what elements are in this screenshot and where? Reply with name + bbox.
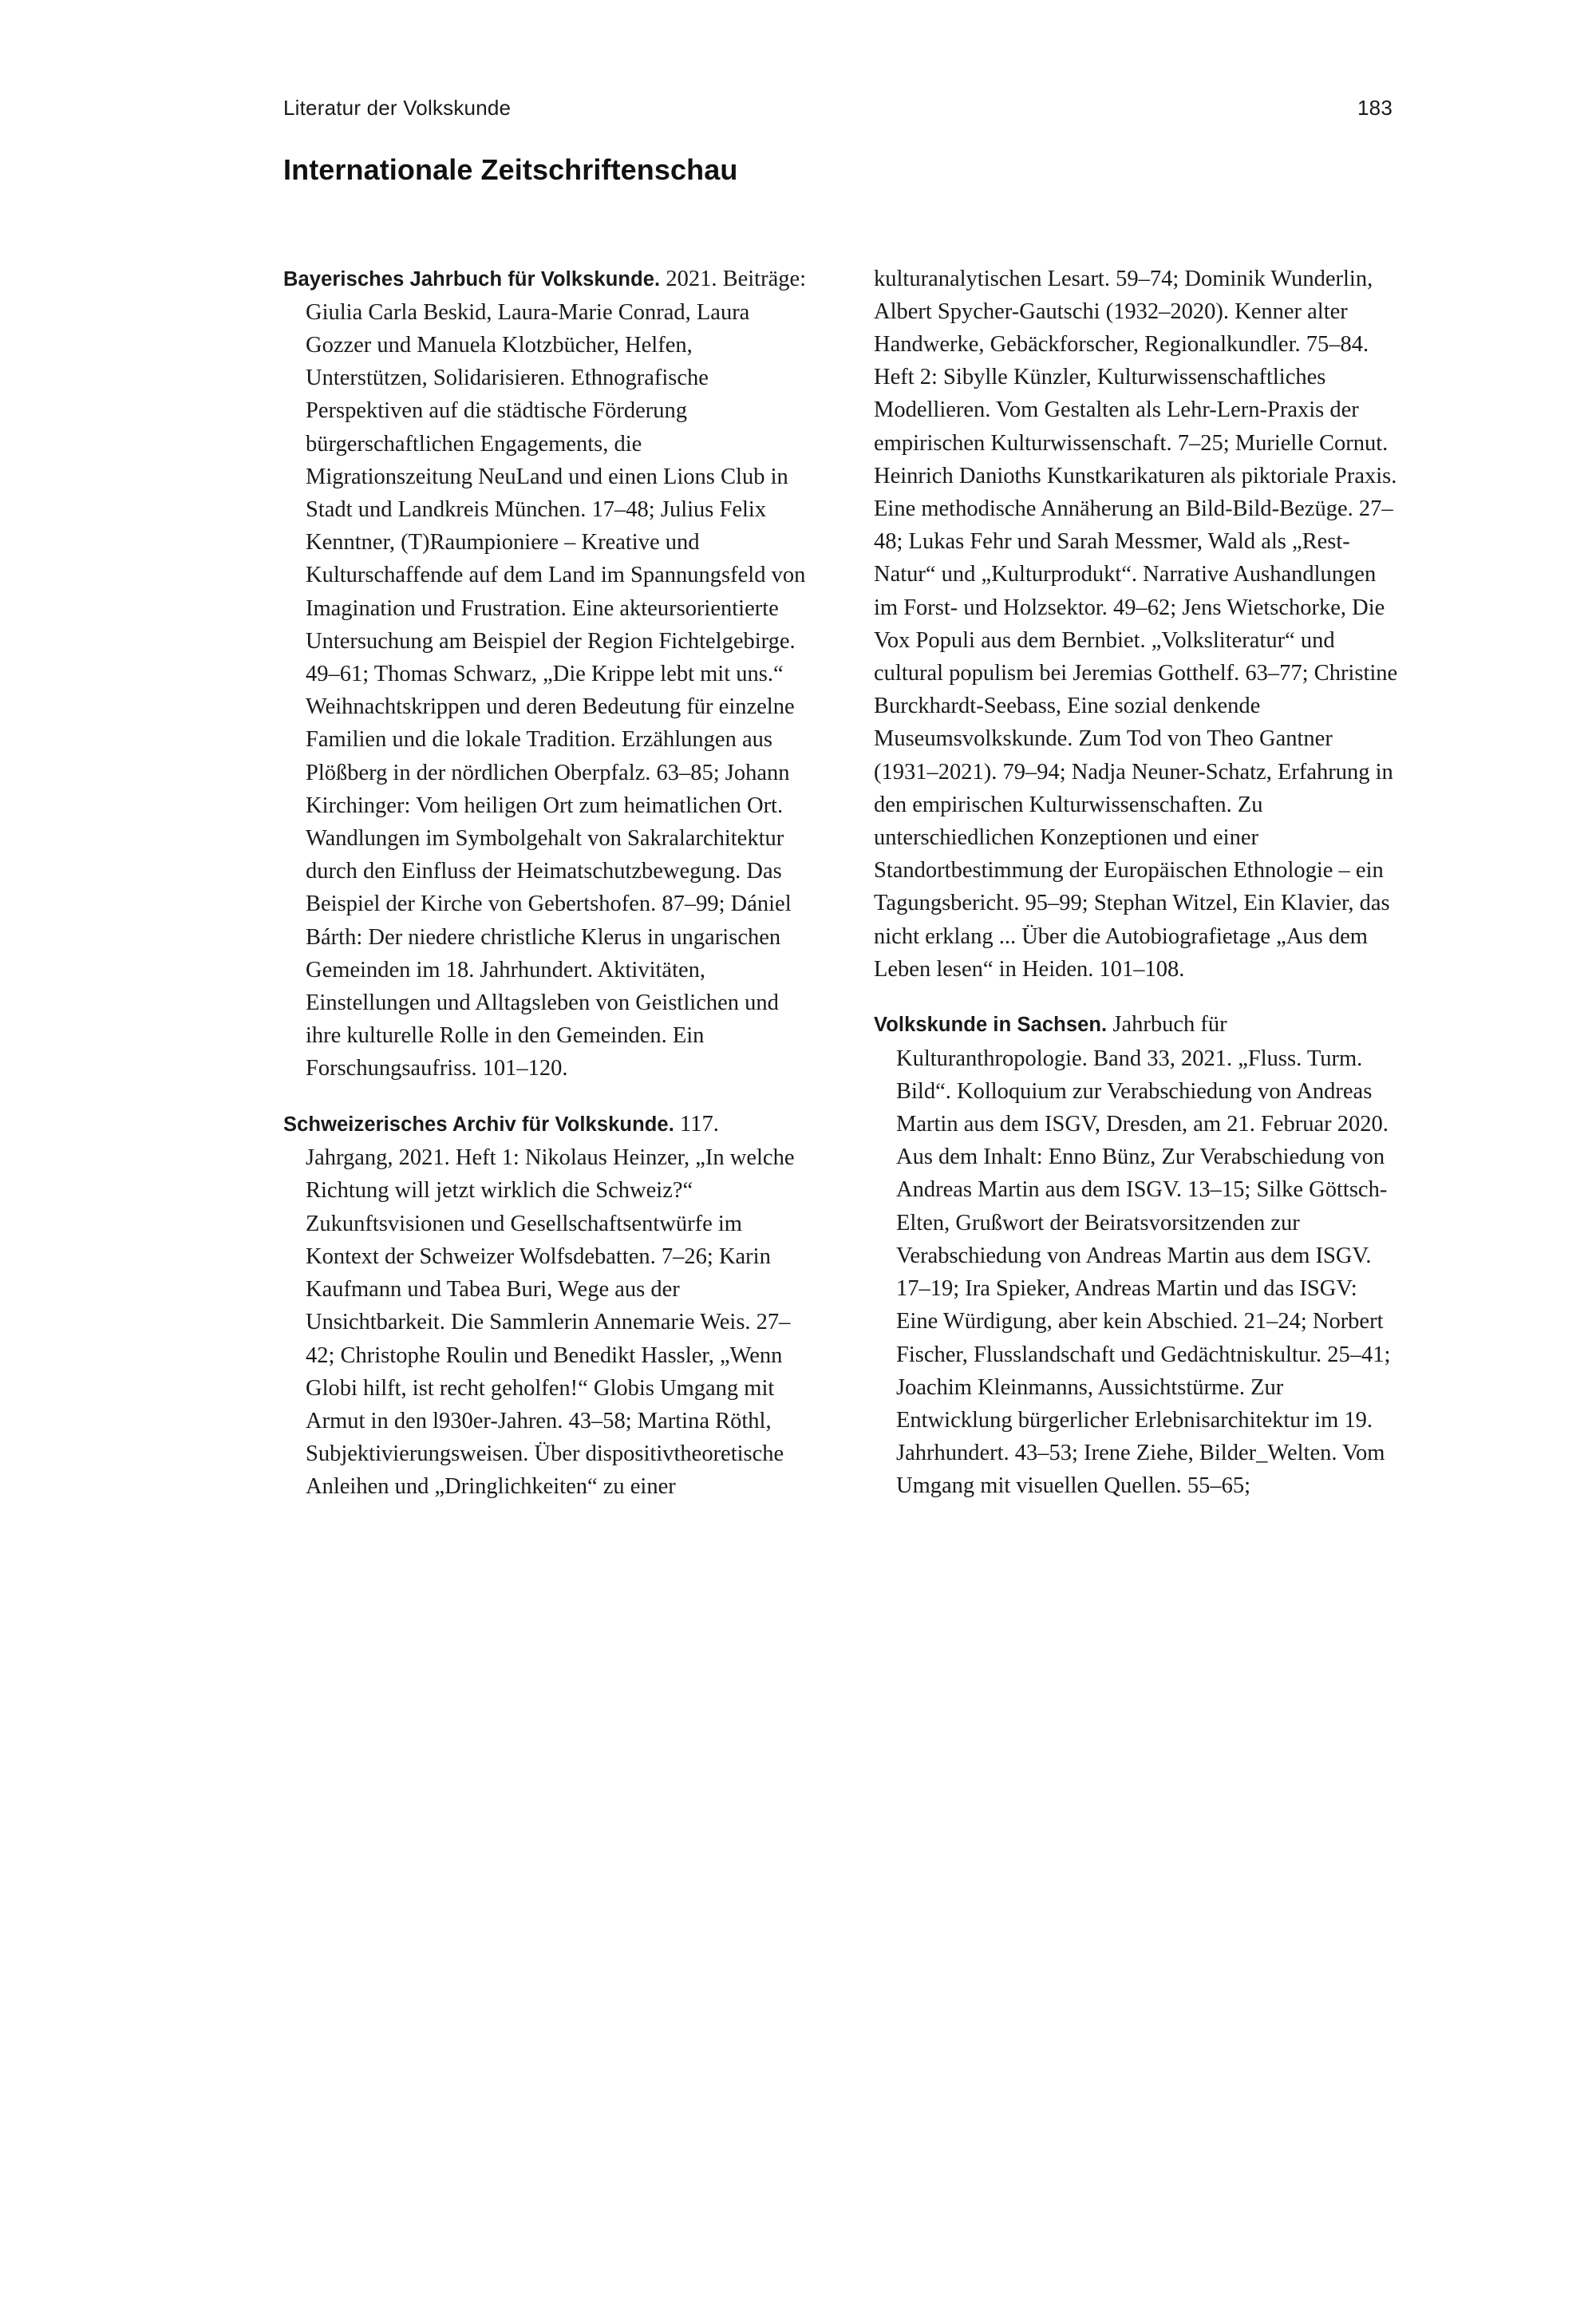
- journal-entry: [874, 1008, 1400, 1502]
- two-column-body: [283, 239, 1400, 1526]
- journal-entry: [283, 263, 810, 1085]
- entry-paragraph: [283, 263, 810, 1085]
- page-title: Internationale Zeitschriftenschau: [283, 153, 738, 186]
- continued-paragraph: kulturanalytischen Lesart. 59–74; Dominik Wunderlin, Albert Spycher-Gautschi (1932–2020). Kenner alter Handwerke, Gebäckforscher, Regionalkundler. 75–84. Heft 2: Sibylle Künzler, Kulturwissenschaftliches Modellieren. Vom Gestalten als Lehr-Lern-Praxis der empirischen Kulturwissenschaft. 7–25; Murielle Cornut. Heinrich Danioths Kunstkarikaturen als piktoriale Praxis. Eine methodische Annäherung an Bild-Bild-Bezüge. 27–48; Lukas Fehr und Sarah Messmer, Wald als „Rest-Natur“ und „Kulturprodukt“. Narrative Aushandlungen im Forst- und Holzsektor. 49–62; Jens Wietschorke, Die Vox Populi aus dem Bernbiet. „Volksliteratur“ und cultural populism bei Jeremias Gotthelf. 63–77; Christine Burckhardt-Seebass, Eine sozial denkende Museumsvolkskunde. Zum Tod von Theo Gantner (1931–2021). 79–94; Nadja Neuner-Schatz, Erfahrung in den empirischen Kulturwissenschaften. Zu unterschiedlichen Konzeptionen und einer Standortbestimmung der Europäischen Ethnologie – ein Tagungsbericht. 95–99; Stephan Witzel, Ein Klavier, das nicht erklang ... Über die Autobiografietage „Aus dem Leben lesen“ in Heiden. 101–108.: [874, 266, 1398, 982]
- running-head-title: Literatur der Volkskunde: [283, 96, 512, 120]
- page-number: 183: [1357, 96, 1393, 120]
- column-right: [874, 239, 1400, 1526]
- entry-text: 117. Jahrgang, 2021. Heft 1: Nikolaus Heinzer, „In welche Richtung will jetzt wirklich die Schweiz?“ Zukunftsvisionen und Gesellschaftsentwürfe im Kontext der Schweizer Wolfsdebatten. 7–26; Karin Kaufmann und Tabea Buri, Wege aus der Unsichtbarkeit. Die Sammlerin Annemarie Weis. 27–42; Christophe Roulin und Benedikt Hassler, „Wenn Globi hilft, ist recht geholfen!“ Globis Umgang mit Armut in den l930er-Jahren. 43–58; Martina Röthl, Subjektivierungsweisen. Über dispositivtheoretische Anleihen und „Dringlichkeiten“ zu einer: [306, 1112, 795, 1500]
- entry-text: Jahrbuch für Kulturanthropologie. Band 33, 2021. „Fluss. Turm. Bild“. Kolloquium zur Verabschiedung von Andreas Martin aus dem ISGV, Dresden, am 21. Februar 2020. Aus dem Inhalt: Enno Bünz, Zur Verabschiedung von Andreas Martin aus dem ISGV. 13–15; Silke Göttsch-Elten, Grußwort der Beiratsvorsitzenden zur Verabschiedung von Andreas Martin aus dem ISGV. 17–19; Ira Spieker, Andreas Martin und das ISGV: Eine Würdigung, aber kein Abschied. 21–24; Norbert Fischer, Flusslandschaft und Gedächtniskultur. 25–41; Joachim Kleinmanns, Aussichtstürme. Zur Entwicklung bürgerlicher Erlebnisarchitektur im 19. Jahrhundert. 43–53; Irene Ziehe, Bilder_Welten. Vom Umgang mit visuellen Quellen. 55–65;: [896, 1012, 1391, 1499]
- journal-title: Volkskunde in Sachsen.: [874, 1014, 1108, 1037]
- running-head: [283, 96, 1393, 121]
- journal-entry: [283, 1108, 810, 1503]
- column-left: [283, 239, 810, 1526]
- entry-paragraph: [283, 1108, 810, 1503]
- journal-title: Bayerisches Jahrbuch für Volkskunde.: [283, 267, 661, 291]
- entry-text: 2021. Beiträge: Giulia Carla Beskid, Laura-Marie Conrad, Laura Gozzer und Manuela Klotzbücher, Helfen, Unterstützen, Solidarisieren. Ethnografische Perspektiven auf die städtische Förderung bürgerschaftlichen Engagements, die Migrationszeitung NeuLand und einen Lions Club in Stadt und Landkreis München. 17–48; Julius Felix Kenntner, (T)Raumpioniere – Kreative und Kulturschaffende auf dem Land im Spannungsfeld von Imagination und Frustration. Eine akteursorientierte Untersuchung am Beispiel der Region Fichtelgebirge. 49–61; Thomas Schwarz, „Die Krippe lebt mit uns.“ Weihnachtskrippen und deren Bedeutung für einzelne Familien und die lokale Tradition. Erzählungen aus Plößberg in der nördlichen Oberpfalz. 63–85; Johann Kirchinger: Vom heiligen Ort zum heimatlichen Ort. Wandlungen im Symbolgehalt von Sakralarchitektur durch den Einfluss der Heimatschutzbewegung. Das Beispiel der Kirche von Gebertshofen. 87–99; Dániel Bárth: Der niedere christliche Klerus in ungarischen Gemeinden im 18. Jahrhundert. Aktivitäten, Einstellungen und Alltagsleben von Geistlichen und ihre kulturelle Rolle in den Gemeinden. Ein Forschungsaufriss. 101–120.: [306, 266, 807, 1081]
- journal-title: Schweizerisches Archiv für Volkskunde.: [283, 1113, 674, 1137]
- entry-paragraph: [874, 1008, 1400, 1502]
